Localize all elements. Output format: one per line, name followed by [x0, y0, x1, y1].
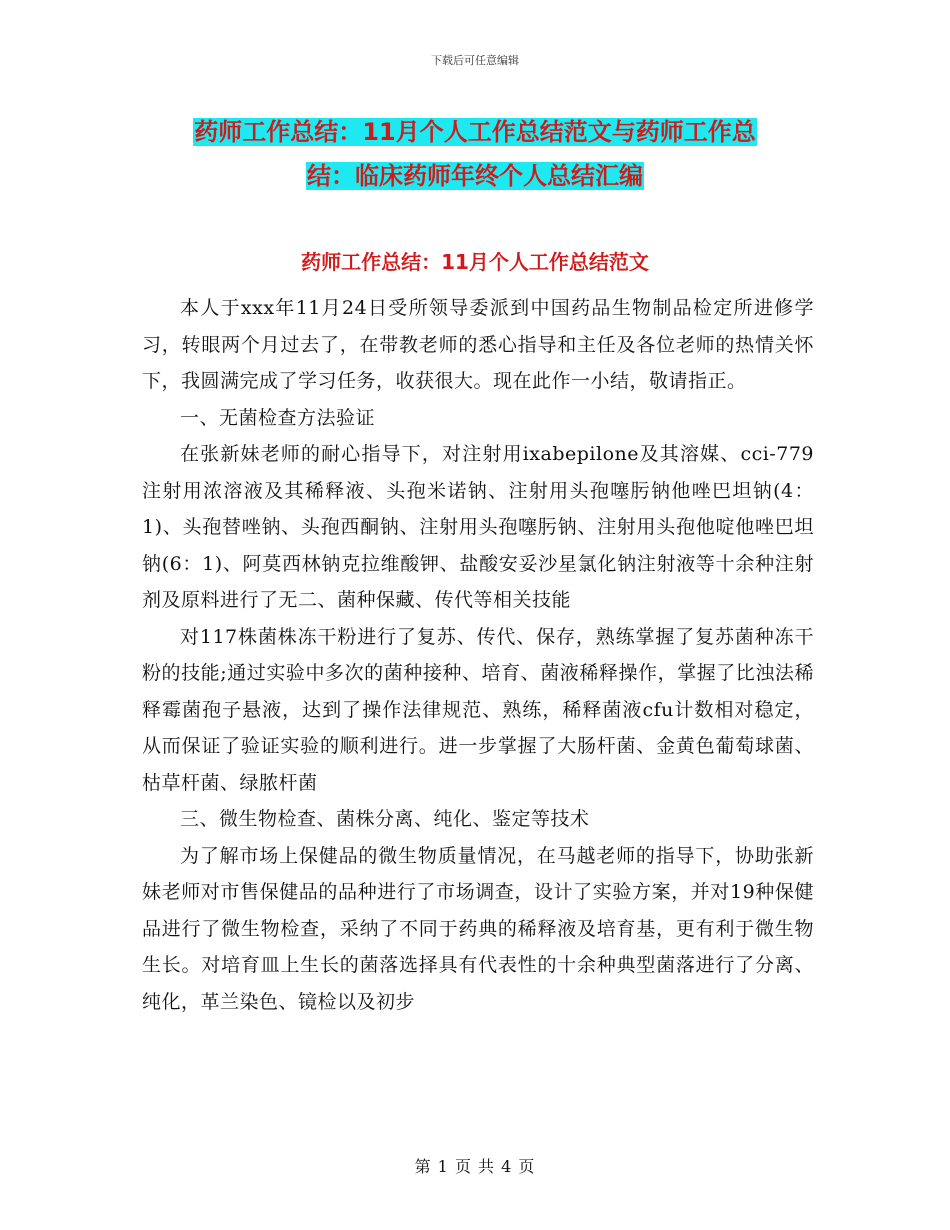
paragraph-microbial-test: 为了解市场上保健品的微生物质量情况，在马越老师的指导下，协助张新妹老师对市售保健品的品种进行了市场调查，设计了实验方案，并对19种保健品进行了微生物检查，采纳了不同于药典的稀释液及培育基，更有利于微生物生长。对培育皿上生长的菌落选择具有代表性的十余种典型菌落进行了分离、纯化，革兰染色、镜检以及初步 — [142, 844, 814, 1013]
heading-sterility-test: 一、无菌检查方法验证 — [180, 406, 376, 429]
document-title-line-2: 结：临床药师年终个人总结汇编 — [307, 162, 643, 190]
page-footer: 第 1 页 共 4 页 — [414, 1157, 536, 1176]
document-title — [140, 110, 810, 198]
paragraph-sterility-test: 在张新妹老师的耐心指导下，对注射用ixabepilone及其溶媒、cci-779注射用浓溶液及其稀释液、头孢米诺钠、注射用头孢噻肟钠他唑巴坦钠(4：1)、头孢替唑钠、头孢西酮钠、注射用头孢噻肟钠、注射用头孢他啶他唑巴坦钠(6：1)、阿莫西林钠克拉维酸钾、盐酸安妥沙星氯化钠注射液等十余种注射剂及原料进行了无二、菌种保藏、传代等相关技能 — [142, 443, 814, 611]
heading-microbial-test: 三、微生物检查、菌株分离、纯化、鉴定等技术 — [180, 808, 590, 830]
body-text — [142, 290, 814, 1020]
page-header: 下载后可任意编辑 — [431, 54, 519, 67]
paragraph-strain-preservation: 对117株菌株冻干粉进行了复苏、传代、保存，熟练掌握了复苏菌种冻干粉的技能;通过实验中多次的菌种接种、培育、菌液稀释操作，掌握了比浊法稀释霉菌孢子悬液，达到了操作法律规范、熟练，稀释菌液cfu计数相对稳定，从而保证了验证实验的顺利进行。进一步掌握了大肠杆菌、金黄色葡萄球菌、枯草杆菌、绿脓杆菌 — [142, 625, 814, 794]
paragraph-intro: 本人于xxx年11月24日受所领导委派到中国药品生物制品检定所进修学习，转眼两个月过去了，在带教老师的悉心指导和主任及各位老师的热情关怀下，我圆满完成了学习任务，收获很大。现在此作一小结，敬请指正。 — [142, 297, 814, 392]
section-title: 药师工作总结：11月个人工作总结范文 — [301, 250, 649, 274]
document-title-line-1: 药师工作总结：11月个人工作总结范文与药师工作总 — [194, 118, 756, 146]
